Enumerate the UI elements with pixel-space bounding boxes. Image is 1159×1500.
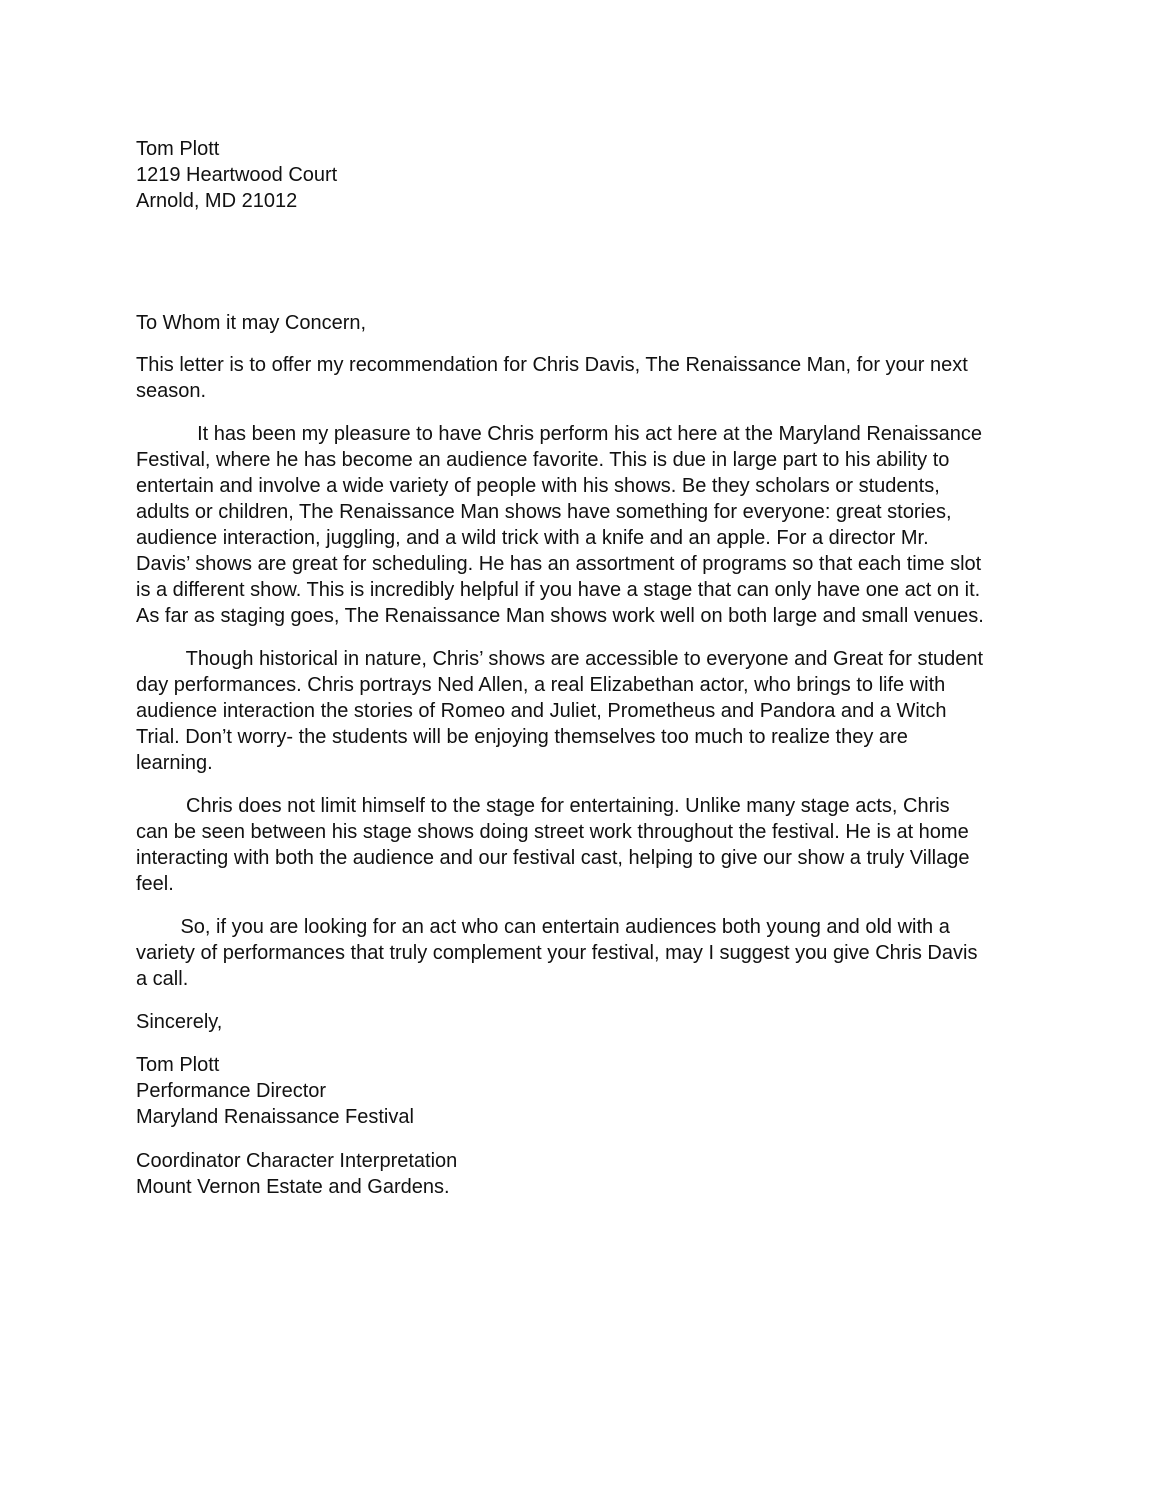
- paragraph-line: entertain and involve a wide variety of people with his shows. Be they scholars or students,: [136, 475, 940, 497]
- paragraph-line: feel.: [136, 873, 174, 895]
- paragraph-line: a call.: [136, 968, 189, 990]
- signer-organization: Maryland Renaissance Festival: [136, 1106, 414, 1128]
- paragraph-line: Trial. Don’t worry- the students will be enjoying themselves too much to realize they are: [136, 726, 908, 748]
- paragraph-line: As far as staging goes, The Renaissance Man shows work well on both large and small venues.: [136, 605, 984, 627]
- paragraph-line: variety of performances that truly complement your festival, may I suggest you give Chris Davis: [136, 942, 978, 964]
- paragraph-line: This letter is to offer my recommendation for Chris Davis, The Renaissance Man, for your next: [136, 354, 968, 376]
- paragraph-line: Festival, where he has become an audience favorite. This is due in large part to his ability to: [136, 449, 950, 471]
- closing: [136, 1009, 1036, 1035]
- signer-title: Performance Director: [136, 1080, 327, 1102]
- paragraph-line: So, if you are looking for an act who can entertain audiences both young and old with a: [136, 916, 950, 938]
- signature-secondary: [136, 1148, 1036, 1200]
- paragraph-line: Chris does not limit himself to the stage for entertaining. Unlike many stage acts, Chris: [136, 795, 950, 817]
- sender-city: Arnold, MD 21012: [136, 190, 298, 212]
- paragraph-line: audience interaction the stories of Romeo and Juliet, Prometheus and Pandora and a Witch: [136, 700, 947, 722]
- body-paragraph-2: [136, 421, 1036, 629]
- signer-organization-2: Mount Vernon Estate and Gardens.: [136, 1176, 450, 1198]
- closing-text: Sincerely,: [136, 1011, 223, 1033]
- sender-street: 1219 Heartwood Court: [136, 164, 338, 186]
- paragraph-line: audience interaction, juggling, and a wild trick with a knife and an apple. For a director Mr.: [136, 527, 929, 549]
- paragraph-line: It has been my pleasure to have Chris perform his act here at the Maryland Renaissance: [136, 423, 982, 445]
- sender-address: [136, 136, 1036, 214]
- paragraph-line: season.: [136, 380, 207, 402]
- body-paragraph-3: [136, 646, 1036, 776]
- letter-page: [136, 136, 1036, 1200]
- paragraph-line: adults or children, The Renaissance Man shows have something for everyone: great stories,: [136, 501, 952, 523]
- paragraph-line: Davis’ shows are great for scheduling. He has an assortment of programs so that each time slot: [136, 553, 982, 575]
- signer-name: Tom Plott: [136, 1054, 220, 1076]
- sender-name: Tom Plott: [136, 138, 220, 160]
- body-paragraph-1: [136, 352, 1036, 404]
- paragraph-line: day performances. Chris portrays Ned Allen, a real Elizabethan actor, who brings to life with: [136, 674, 946, 696]
- signer-title-2: Coordinator Character Interpretation: [136, 1150, 458, 1172]
- paragraph-line: interacting with both the audience and our festival cast, helping to give our show a truly Village: [136, 847, 970, 869]
- salutation-text: To Whom it may Concern,: [136, 312, 367, 334]
- paragraph-line: can be seen between his stage shows doing street work throughout the festival. He is at home: [136, 821, 969, 843]
- body-paragraph-5: [136, 914, 1036, 992]
- signature-block: [136, 1052, 1036, 1130]
- salutation: [136, 310, 1036, 336]
- paragraph-line: learning.: [136, 752, 213, 774]
- body-paragraph-4: [136, 793, 1036, 897]
- paragraph-line: Though historical in nature, Chris’ shows are accessible to everyone and Great for student: [136, 648, 984, 670]
- paragraph-line: is a different show. This is incredibly helpful if you have a stage that can only have one act on it.: [136, 579, 981, 601]
